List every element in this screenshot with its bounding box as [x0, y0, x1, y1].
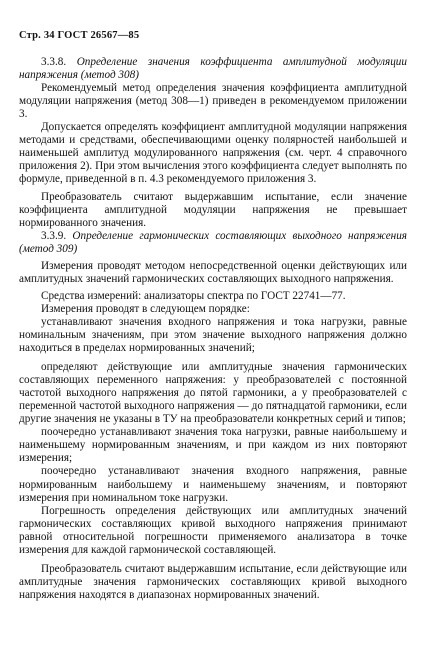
paragraph: Средства измерений: анализаторы спектра по ГОСТ 22741—77. — [41, 289, 346, 302]
section-heading — [19, 230, 407, 256]
paragraph: Допускается определять коэффициент амплитудной модуляции напряжения методами и средствами, обеспечивающими оценку полярностей наибольшей и наименьшей амплитуд модулированного напряжения (см. черт. 4 справочного приложения 2). При этом вычисления этого коэффициента следует выполнять по формуле, приведенной в п. 4.3 рекомендуемого приложения 3. — [19, 121, 407, 186]
paragraph: поочередно устанавливают значения тока нагрузки, равные наибольшему и наименьшему нормированным значениям, и при каждом из них повторяют измерения; — [19, 426, 407, 465]
section-number: 3.3.8. — [41, 56, 67, 69]
paragraph: Рекомендуемый метод определения значения коэффициента амплитудной модуляции напряжения (метод 308—1) приведен в рекомендуемом приложении 3. — [19, 82, 407, 121]
paragraph: поочередно устанавливают значения входного напряжения, равные нормированным наибольшему и наименьшему значениям, и повторяют измерения при номинальном токе нагрузки. — [19, 465, 407, 504]
paragraph: Преобразователь считают выдержавшим испытание, если действующие или амплитудные значения гармонических составляющих кривой выходного напряжения находятся в диапазонах нормированных значений. — [19, 562, 407, 601]
paragraph: Измерения проводят методом непосредственной оценки действующих или амплитудных значений гармонических составляющих выходного напряжения. — [19, 259, 407, 285]
document-body — [19, 56, 407, 602]
paragraph: Погрешность определения действующих или амплитудных значений гармонических составляющих кривой выходного напряжения принимают равной относительной погрешности применяемого анализатора в точке измерения для каждой гармонической составляющей. — [19, 504, 407, 556]
paragraph: Преобразователь считают выдержавшим испытание, если значение коэффициента амплитудной модуляции напряжения не превышает нормированного значения. — [19, 190, 407, 229]
paragraph: устанавливают значения входного напряжения и тока нагрузки, равные номинальным значениям, при этом значение выходного напряжения должно находиться в пределах нормированных значений; — [19, 315, 407, 355]
section-title: Определение значения коэффициента амплитудной модуляции напряжения (метод 308) — [19, 56, 407, 82]
page-header: Стр. 34 ГОСТ 26567—85 — [19, 30, 140, 41]
section-number: 3.3.9. — [41, 229, 67, 242]
section-title: Определение гармонических составляющих выходного напряжения (метод 309) — [19, 229, 407, 255]
paragraph: Измерения проводят в следующем порядке: — [41, 302, 250, 315]
section-heading — [19, 56, 407, 82]
paragraph: определяют действующие или амплитудные значения гармонических составляющих переменного напряжения: у преобразователей с постоянной частотой выходного напряжения до пятой гармоники, а у преобразователей с переменной частотой выходного напряжения — до пятнадцатой гармоники, если другие значения не указаны в ТУ на преобразователи конкретных серий и типов; — [19, 361, 407, 426]
